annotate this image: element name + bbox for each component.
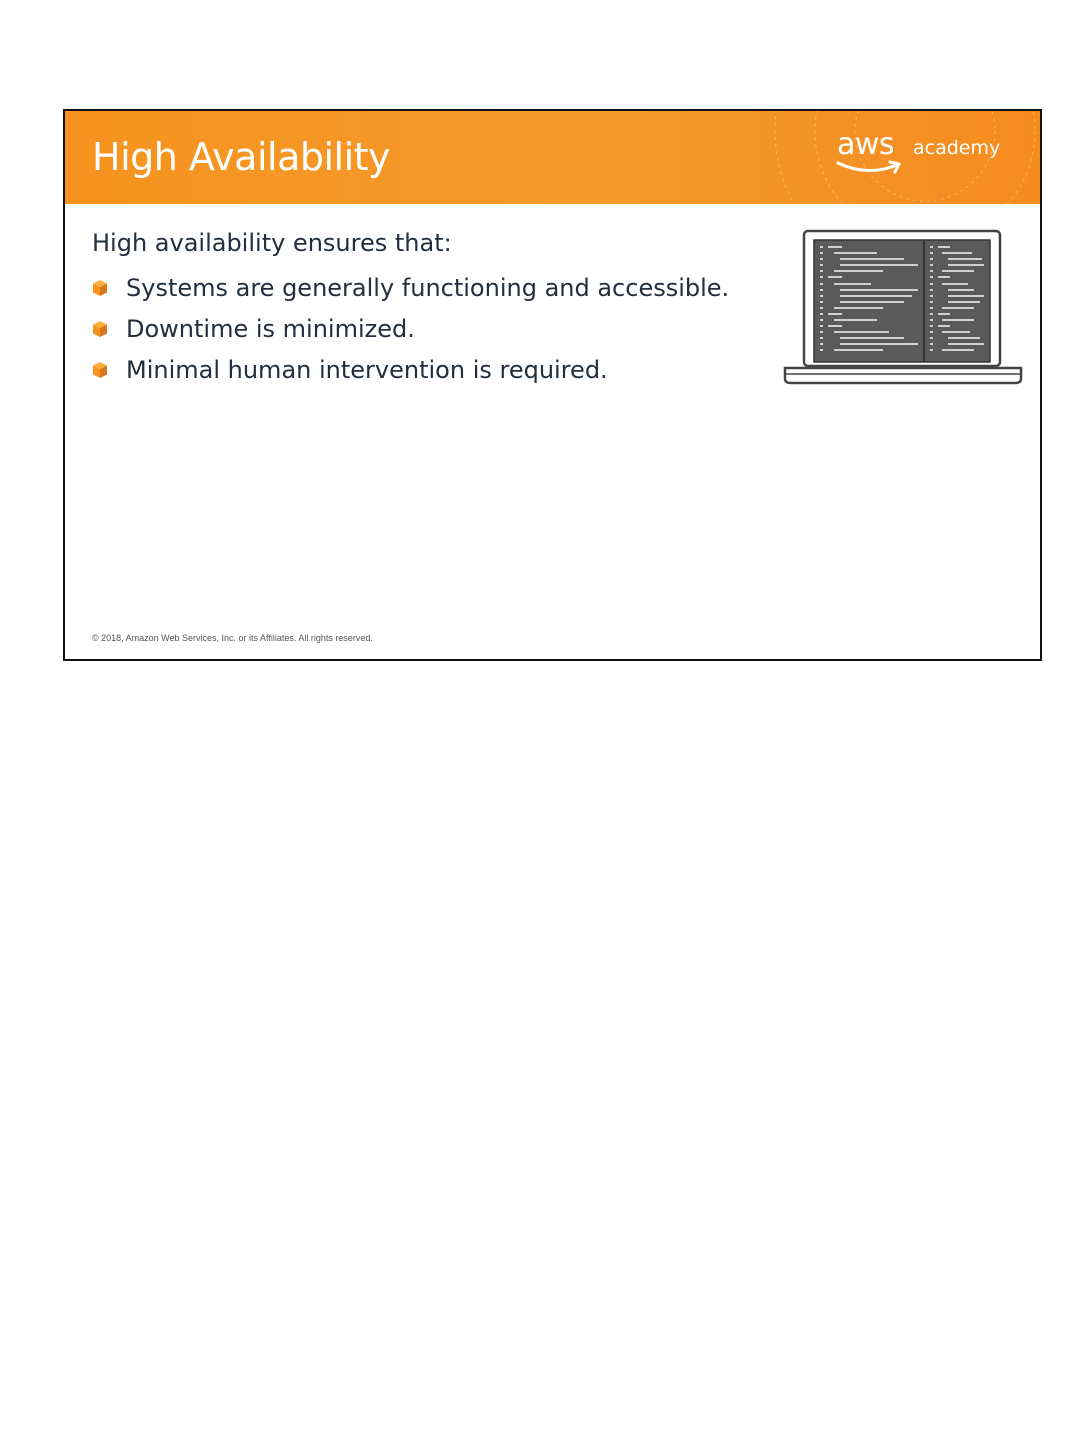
bullet-text: Downtime is minimized. — [126, 314, 415, 343]
logo-aws-text: aws — [837, 127, 895, 162]
cube-bullet-icon — [92, 361, 108, 379]
copyright-notice: © 2018, Amazon Web Services, Inc. or its Affiliates. All rights reserved. — [92, 633, 373, 643]
laptop-code-icon — [783, 229, 1023, 391]
aws-academy-logo — [835, 127, 1005, 183]
bullet-item — [92, 349, 729, 390]
slide-header — [65, 111, 1040, 204]
cube-bullet-icon — [92, 279, 108, 297]
slide-title: High Availability — [92, 135, 391, 179]
bullet-item — [92, 267, 729, 308]
aws-smile-icon — [835, 157, 907, 177]
slide — [63, 109, 1042, 661]
bullet-text: Systems are generally functioning and accessible. — [126, 273, 730, 302]
logo-academy-text: academy — [913, 137, 1001, 159]
bullet-text: Minimal human intervention is required. — [126, 355, 608, 384]
bullet-item — [92, 308, 729, 349]
intro-text: High availability ensures that: — [92, 229, 452, 257]
cube-bullet-icon — [92, 320, 108, 338]
bullet-list — [92, 267, 729, 390]
